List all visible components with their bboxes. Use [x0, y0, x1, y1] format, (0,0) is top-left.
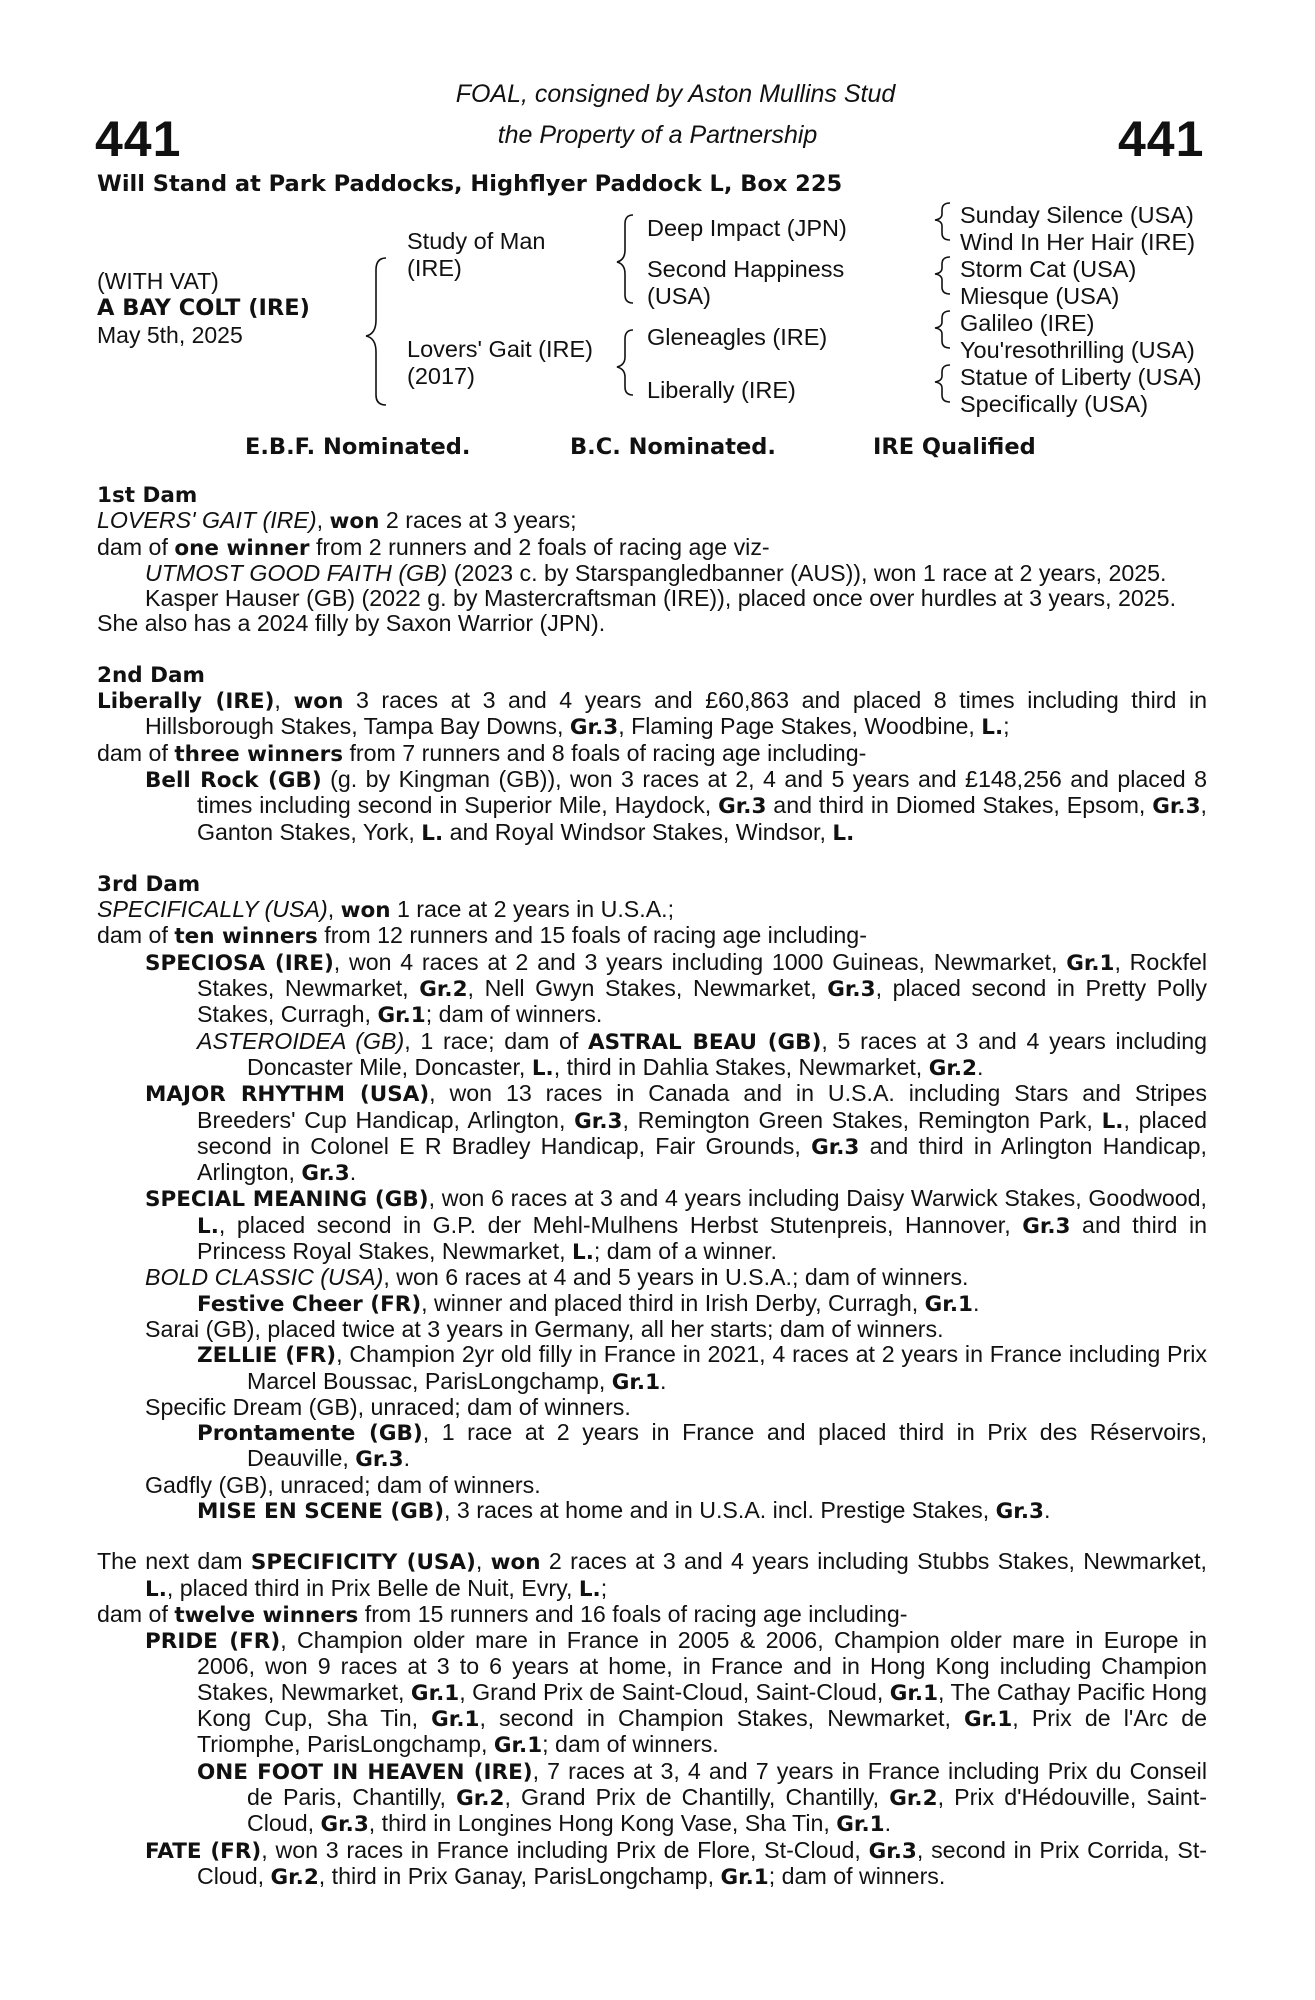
dam-record: ; [1003, 713, 1010, 740]
grade: Gr.1 [611, 1369, 661, 1395]
produce-text: , 1 race at 2 years in France and placed third in Prix des Réservoirs, Deauville, [247, 1419, 1208, 1472]
produce-text: , Prix d'Hédouville, Saint-Cloud, [247, 1783, 1207, 1837]
record-bold: one winner [174, 535, 310, 561]
produce-text: , won 13 races in Canada and in U.S.A. including Stars and Stripes Breeders' Cup Handicap, Arlington, [197, 1080, 1207, 1133]
grade: Gr.3 [574, 1108, 623, 1134]
produce-text: Kasper Hauser (GB) (2022 g. by Mastercraftsman (IRE)), placed once over hurdles at 3 years, 2025. [145, 585, 1177, 612]
produce-pride [97, 1628, 1207, 1758]
heading-text: 1st Dam [97, 483, 198, 508]
record-post: from 2 runners and 2 foals of racing age viz- [309, 533, 770, 560]
produce-text: , The Cathay Pacific Hong Kong Cup, Sha Tin, [197, 1678, 1207, 1732]
dam-name: LOVERS' GAIT (IRE) [97, 507, 317, 534]
pedigree-dam: Lovers' Gait (IRE) (2017) [407, 336, 594, 389]
pedigree-sds: Storm Cat (USA) [960, 256, 1137, 282]
stand-location: Will Stand at Park Paddocks, Highflyer Paddock L, Box 225 [97, 171, 843, 197]
lot-number-right: 441 [1118, 111, 1205, 167]
horse-dob: May 5th, 2025 [97, 322, 243, 348]
pedigree-dds: Statue of Liberty (USA) [960, 364, 1202, 390]
grade: Gr.2 [889, 1785, 938, 1811]
record-post: from 7 runners and 8 foals of racing age including- [343, 739, 867, 766]
dam-record: 2 races at 3 years; [379, 507, 577, 534]
produce-text: , second in Champion Stakes, Newmarket, [479, 1705, 964, 1732]
pedigree-dsd: You'resothrilling (USA) [960, 337, 1195, 363]
grade: Gr.3 [301, 1161, 350, 1187]
produce-text: . [972, 1289, 980, 1316]
produce-text: She also has a 2024 filly by Saxon Warrior (JPN). [97, 610, 606, 637]
produce-text: , Champion 2yr old filly in France in 2021, 4 races at 2 years in France including Prix Marcel Boussac, ParisLongchamp, [247, 1341, 1207, 1394]
won-label: won [490, 1550, 541, 1576]
grade: Gr.3 [320, 1812, 369, 1838]
grade: Gr.3 [1152, 794, 1201, 820]
produce-mise-en-scene [97, 1498, 1207, 1524]
pedigree-ss: Deep Impact (JPN) [647, 215, 847, 241]
produce-text: , third in Dahlia Stakes, Newmarket, [553, 1053, 929, 1080]
heading-text: 2nd Dam [97, 662, 205, 688]
ire-qualified: IRE Qualified [873, 434, 1036, 460]
second-dam-line: Liberally (IRE), won 3 races at 3 and 4 years and £60,863 and placed 8 times including third in Hillsborough Stakes, Tampa Bay Downs, Gr.3, Flaming Page Stakes, Woodbine, L.; [97, 687, 1208, 741]
produce-text: , Grand Prix de Chantilly, Chantilly, [504, 1783, 890, 1810]
produce-festive-cheer [97, 1291, 1207, 1317]
produce-prontamente [97, 1420, 1207, 1473]
dam-record: 3 races at 3 and 4 years and £60,863 and placed 8 times including third in Hillsborough Stakes, Tampa Bay Downs, [145, 687, 1208, 740]
produce-name: MAJOR RHYTHM (USA) [145, 1082, 430, 1108]
produce-name: FATE (FR) [145, 1838, 262, 1864]
first-dam-heading [97, 482, 1207, 508]
produce-name: ASTRAL BEAU (GB) [588, 1029, 822, 1055]
grade: Gr.3 [1022, 1213, 1071, 1239]
listed: L. [145, 1576, 167, 1602]
grade: Gr.2 [419, 977, 468, 1003]
ebf-nominated: E.B.F. Nominated. [245, 434, 471, 460]
record-post: from 12 runners and 15 foals of racing age including- [317, 922, 867, 949]
grade: Gr.1 [493, 1733, 543, 1759]
produce-gadfly [97, 1473, 1207, 1498]
next-dam-line: The next dam SPECIFICITY (USA), won 2 races at 3 and 4 years including Stubbs Stakes, Newmarket, L., placed third in Prix Belle de Nuit, Evry, L.; [97, 1548, 1207, 1602]
grade: Gr.3 [718, 794, 767, 820]
first-dam-produce-record [97, 535, 1207, 561]
produce-text: Gadfly (GB), unraced; dam of winners. [145, 1471, 541, 1498]
brace-ss [935, 203, 950, 240]
produce-text: , placed second in G.P. der Mehl-Mulhens Herbst Stutenpreis, Hannover, [218, 1211, 1023, 1238]
first-dam-line: LOVERS' GAIT (IRE), won 2 races at 3 years; [97, 507, 577, 535]
produce-text: , 7 races at 3, 4 and 7 years in France including Prix du Conseil de Paris, Chantilly, [247, 1757, 1207, 1810]
produce-kasper-hauser [97, 586, 1207, 611]
produce-name: ASTEROIDEA (GB) [197, 1027, 405, 1054]
produce-text: , Champion older mare in France in 2005 & 2006, Champion older mare in Europe in 2006, won 9 races at 3 to 6 years at home, in France and in Hong Kong including Champion Stakes, Newmarket, [197, 1627, 1207, 1705]
brace-main [366, 258, 386, 405]
produce-sarai [97, 1317, 1207, 1342]
grade: Gr.2 [270, 1864, 319, 1890]
won-label: won [329, 509, 380, 535]
pedigree-sss: Sunday Silence (USA) [960, 202, 1194, 228]
produce-text: and third in Arlington Handicap, Arlington, [197, 1132, 1208, 1186]
grade: Gr.2 [456, 1785, 505, 1811]
listed: L. [981, 715, 1004, 741]
record-pre: dam of [97, 739, 175, 766]
won-label: won [293, 689, 344, 715]
grade: Gr.3 [868, 1838, 917, 1864]
produce-text: , Grand Prix de Saint-Cloud, Saint-Cloud, [459, 1678, 890, 1705]
dam-record: 1 race at 2 years in U.S.A.; [390, 896, 675, 923]
grade: Gr.2 [928, 1055, 978, 1081]
produce-name: ZELLIE (FR) [197, 1343, 337, 1369]
heading-text: 3rd Dam [97, 871, 201, 897]
produce-name: UTMOST GOOD FAITH (GB) [145, 559, 448, 586]
produce-text: , won 6 races at 4 and 5 years in U.S.A.; dam of winners. [383, 1264, 969, 1291]
grade: Gr.3 [995, 1498, 1044, 1524]
grade: Gr.1 [410, 1680, 460, 1706]
produce-name: Bell Rock (GB) [145, 767, 322, 793]
produce-asteroidea [97, 1029, 1207, 1082]
record-post: from 15 runners and 16 foals of racing age including- [358, 1600, 908, 1627]
record-pre: dam of [97, 1600, 175, 1627]
pedigree-ddd: Specifically (USA) [960, 391, 1149, 417]
bc-nominated: B.C. Nominated. [570, 434, 776, 460]
dam-record: , placed third in Prix Belle de Nuit, Evry, [166, 1574, 579, 1601]
produce-text: . [660, 1367, 667, 1394]
produce-bold-classic [97, 1265, 1207, 1290]
produce-text: , third in Prix Ganay, ParisLongchamp, [318, 1862, 721, 1889]
grade: Gr.3 [569, 715, 619, 741]
grade: Gr.3 [811, 1134, 860, 1160]
listed: L. [572, 1240, 594, 1266]
listed: L. [197, 1213, 219, 1239]
grade: Gr.1 [889, 1680, 939, 1706]
produce-text: , Rockfel Stakes, Newmarket, [197, 948, 1208, 1002]
brace-dam [617, 330, 633, 395]
next-dam-produce-record [97, 1602, 1207, 1628]
grade: Gr.1 [924, 1291, 973, 1317]
grade: Gr.1 [720, 1864, 769, 1890]
produce-text: , third in Longines Hong Kong Vase, Sha Tin, [368, 1810, 837, 1837]
produce-text: , won 4 races at 2 and 3 years including 1000 Guineas, Newmarket, [333, 948, 1067, 975]
produce-one-foot-in-heaven [97, 1759, 1207, 1838]
pedigree-ssd: Wind In Her Hair (IRE) [960, 229, 1196, 255]
produce-2024-filly [97, 611, 1207, 636]
grade: Gr.1 [836, 1812, 885, 1838]
produce-text: , 5 races at 3 and 4 years including Doncaster Mile, Doncaster, [247, 1027, 1208, 1080]
pedigree-sd: Second Happiness (USA) [647, 256, 845, 309]
dam-name: SPECIFICITY (USA) [250, 1550, 476, 1576]
produce-name: MISE EN SCENE (GB) [197, 1498, 445, 1524]
third-dam-line: SPECIFICALLY (USA), won 1 race at 2 years in U.S.A.; [97, 896, 675, 924]
produce-text: Specific Dream (GB), unraced; dam of winners. [145, 1393, 631, 1420]
won-label: won [340, 898, 391, 924]
produce-text: (2023 c. by Starspangledbanner (AUS)), won 1 race at 2 years, 2025. [447, 559, 1167, 586]
produce-text: , won 6 races at 3 and 4 years including Daisy Warwick Stakes, Goodwood, [428, 1185, 1207, 1212]
produce-text: ; dam of winners. [768, 1862, 946, 1889]
grade: Gr.3 [355, 1447, 404, 1473]
produce-fate [97, 1838, 1207, 1891]
produce-text: , Ganton Stakes, York, [197, 792, 1207, 845]
produce-text: ; dam of winners. [542, 1731, 719, 1758]
record-bold: twelve winners [174, 1602, 359, 1628]
produce-text: (g. by Kingman (GB)), won 3 races at 2, 4 and 5 years and £148,256 and placed 8 times including second in Superior Mile, Haydock, [197, 765, 1207, 819]
produce-text: and third in Diomed Stakes, Epsom, [766, 792, 1153, 819]
produce-name: Prontamente (GB) [197, 1421, 423, 1447]
grade: Gr.1 [431, 1707, 480, 1733]
dam-record: ; [600, 1574, 608, 1601]
grade: Gr.1 [377, 1003, 426, 1029]
produce-special-meaning [97, 1186, 1207, 1265]
pedigree-dd: Liberally (IRE) [647, 377, 796, 403]
produce-text: . [977, 1053, 984, 1080]
dam-name: Liberally (IRE) [97, 689, 275, 715]
produce-text: . [349, 1159, 357, 1186]
produce-specific-dream [97, 1395, 1207, 1420]
produce-bell-rock [97, 767, 1207, 846]
produce-text: ; dam of winners. [425, 1001, 603, 1028]
produce-text: , Nell Gwyn Stakes, Newmarket, [467, 975, 828, 1002]
produce-name: ONE FOOT IN HEAVEN (IRE) [197, 1759, 533, 1785]
produce-text: . [1043, 1496, 1051, 1523]
record-pre: dam of [97, 922, 175, 949]
listed: L. [531, 1055, 554, 1081]
produce-name: SPECIAL MEANING (GB) [145, 1187, 429, 1213]
produce-name: Festive Cheer (FR) [197, 1291, 422, 1317]
produce-zellie [97, 1342, 1207, 1395]
second-dam-produce-record [97, 741, 1207, 767]
record-pre: dam of [97, 533, 175, 560]
consignor-line: FOAL, consigned by Aston Mullins Stud [455, 80, 896, 108]
pedigree-sire: Study of Man (IRE) [407, 228, 546, 281]
listed: L. [578, 1576, 601, 1602]
pedigree-dss: Galileo (IRE) [960, 310, 1095, 336]
brace-ds [935, 311, 950, 348]
pedigree-sdd: Miesque (USA) [960, 283, 1120, 309]
brace-sd [935, 257, 950, 294]
produce-text: , won 3 races in France including Prix de Flore, St-Cloud, [261, 1836, 869, 1863]
vat-note: (WITH VAT) [97, 268, 219, 294]
produce-text: , second in Prix Corrida, St-Cloud, [197, 1836, 1207, 1889]
produce-text: , winner and placed third in Irish Derby, Curragh, [421, 1289, 925, 1316]
produce-text: Sarai (GB), placed twice at 3 years in Germany, all her starts; dam of winners. [145, 1315, 944, 1342]
property-line: the Property of a Partnership [497, 121, 818, 149]
produce-major-rhythm [97, 1081, 1207, 1186]
produce-text: . [884, 1810, 892, 1837]
produce-speciosa [97, 950, 1207, 1029]
grade: Gr.1 [963, 1707, 1013, 1733]
produce-text: , placed second in Colonel E R Bradley Handicap, Fair Grounds, [197, 1106, 1207, 1159]
next-dam-pre: The next dam [97, 1548, 251, 1575]
produce-text: , Prix de l'Arc de Triomphe, ParisLongchamp, [197, 1705, 1207, 1758]
record-bold: ten winners [174, 924, 318, 950]
catalogue-body [97, 482, 1207, 1890]
produce-text: , 3 races at home and in U.S.A. incl. Prestige Stakes, [444, 1496, 996, 1523]
listed: L. [421, 820, 444, 846]
second-dam-heading [97, 662, 1207, 688]
produce-name: BOLD CLASSIC (USA) [145, 1264, 384, 1291]
brace-sire [617, 215, 633, 303]
third-dam-heading [97, 871, 1207, 897]
record-bold: three winners [174, 741, 344, 767]
dam-name: SPECIFICALLY (USA) [97, 896, 328, 923]
lot-number-left: 441 [95, 111, 182, 167]
produce-name: PRIDE (FR) [145, 1629, 281, 1655]
dam-record: , Flaming Page Stakes, Woodbine, [618, 713, 982, 740]
horse-name: A BAY COLT (IRE) [97, 295, 310, 321]
grade: Gr.1 [1066, 950, 1115, 976]
pedigree-ds: Gleneagles (IRE) [647, 324, 828, 350]
brace-dd [935, 365, 950, 402]
produce-name: SPECIOSA (IRE) [145, 950, 334, 976]
third-dam-produce-record [97, 923, 1207, 949]
produce-text: ; dam of a winner. [593, 1238, 777, 1265]
dam-record: 2 races at 3 and 4 years including Stubbs Stakes, Newmarket, [540, 1548, 1207, 1575]
produce-text: , placed second in Pretty Polly Stakes, Curragh, [197, 975, 1207, 1028]
produce-text: , 1 race; dam of [404, 1027, 589, 1054]
produce-text: . [403, 1445, 411, 1472]
grade: Gr.3 [827, 977, 876, 1003]
produce-text: and Royal Windsor Stakes, Windsor, [443, 818, 833, 845]
produce-text: , Remington Green Stakes, Remington Park, [622, 1106, 1102, 1133]
produce-text: and third in Princess Royal Stakes, Newmarket, [197, 1211, 1207, 1265]
listed: L. [832, 820, 855, 846]
listed: L. [1101, 1108, 1124, 1134]
produce-utmost-good-faith [97, 561, 1207, 586]
